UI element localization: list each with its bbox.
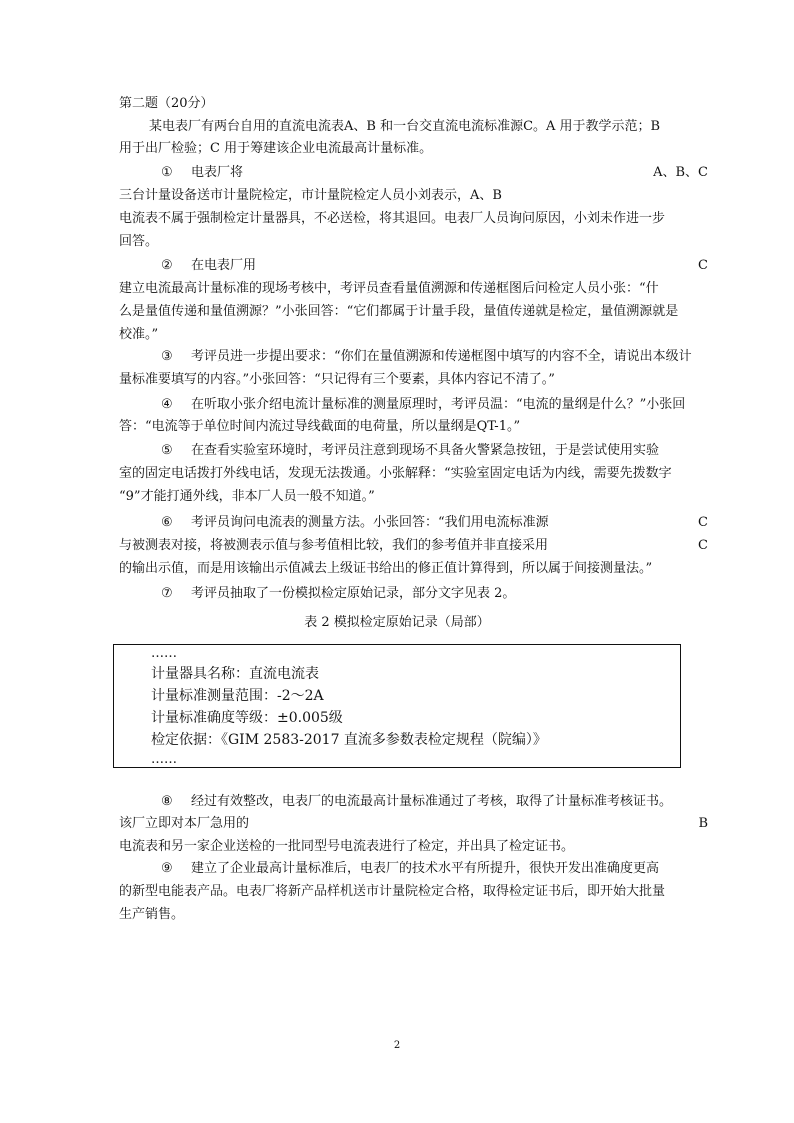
paragraph-5-text-1: 在查看实验室环境时，考评员注意到现场不具备火警紧急按钮，于是尝试使用实验 [191, 443, 660, 458]
record-ellipsis-bottom: …… [151, 752, 177, 767]
paragraph-9-line-1 [149, 859, 711, 879]
table-caption: 表 2 模拟检定原始记录（局部） [304, 615, 490, 630]
record-basis: 检定依据：《GIM 2583-2017 直流多参数表检定规程（院编）》 [151, 732, 547, 748]
paragraph-2-line-1 [149, 256, 711, 276]
intro-line-1: 某电表厂有两台自用的直流电流表A、B 和一台交直流电流标准源C。A 用于教学示范；B [149, 119, 661, 134]
paragraph-5-line-3: “9”才能打通外线，非本厂人员一般不知道。” [119, 489, 375, 504]
paragraph-5-line-1 [149, 441, 711, 461]
page-number: 2 [393, 1040, 401, 1051]
paragraph-3-marker: ③ [161, 349, 173, 364]
paragraph-2-line-2: 建立电流最高计量标准的现场考核中，考评员查看量值溯源和传递框图后问检定人员小张：“什 [119, 281, 659, 296]
intro-line-2: 用于出厂检验；C 用于筹建该企业电流最高计量标准。 [119, 141, 433, 156]
paragraph-8-line-1 [149, 792, 711, 812]
paragraph-7-line-1 [149, 584, 711, 604]
paragraph-9-text-1: 建立了企业最高计量标准后，电表厂的技术水平有所提升，很快开发出准确度更高 [191, 861, 660, 876]
paragraph-3-line-1 [149, 347, 711, 367]
paragraph-2-marker: ② [161, 258, 173, 273]
paragraph-8-line-2: 该厂立即对本厂急用的 [119, 816, 250, 831]
record-measure-range: 计量标准测量范围：-2～2A [151, 688, 324, 704]
paragraph-6-marker: ⑥ [161, 515, 173, 530]
paragraph-8-right-tag: B [698, 816, 708, 831]
paragraph-4-line-1 [149, 395, 711, 415]
paragraph-6-text-1: 考评员询问电流表的测量方法。小张回答：“我们用电流标准源 [191, 515, 549, 530]
paragraph-6-line-3: 的输出示值，而是用该输出示值减去上级证书给出的修正值计算得到，所以属于间接测量法。” [119, 561, 653, 576]
paragraph-9-marker: ⑨ [161, 861, 173, 876]
paragraph-2-text-1: 在电表厂用 [191, 258, 257, 273]
paragraph-2-line-3: 么是量值传递和量值溯源？”小张回答：“它们都属于计量手段，量值传递就是检定，量值溯源就是 [119, 304, 679, 319]
paragraph-6-line-1 [149, 513, 711, 533]
paragraph-9-line-2: 的新型电能表产品。电表厂将新产品样机送市计量院检定合格，取得检定证书后，即开始大批量 [119, 884, 666, 899]
record-box [113, 644, 681, 768]
paragraph-1-line-3: 电流表不属于强制检定计量器具，不必送检，将其退回。电表厂人员询问原因，小刘未作进一步 [119, 211, 666, 226]
question-title: 第二题（20分） [119, 96, 214, 111]
paragraph-3-line-2: 量标准要填写的内容。”小张回答：“只记得有三个要素，具体内容记不清了。” [119, 372, 555, 387]
paragraph-2-line-4: 校准。” [119, 327, 159, 342]
paragraph-1-right-tag: A、B、C [653, 165, 708, 180]
paragraph-7-marker: ⑦ [161, 586, 173, 601]
paragraph-4-marker: ④ [161, 397, 173, 412]
paragraph-1-line-4: 回答。 [119, 234, 159, 249]
record-ellipsis-top: …… [151, 646, 177, 661]
paragraph-8-line-3: 电流表和另一家企业送检的一批同型号电流表进行了检定，并出具了检定证书。 [119, 839, 575, 854]
paragraph-1-line-1 [149, 163, 711, 183]
paragraph-8-marker: ⑧ [161, 794, 173, 809]
paragraph-3-text-1: 考评员进一步提出要求：“你们在量值溯源和传递框图中填写的内容不全，请说出本级计 [191, 349, 692, 364]
paragraph-5-line-2: 室的固定电话拨打外线电话，发现无法拨通。小张解释：“实验室固定电话为内线，需要先拨数字 [119, 466, 672, 481]
paragraph-4-text-1: 在听取小张介绍电流计量标准的测量原理时，考评员温：“电流的量纲是什么？”小张回 [191, 397, 686, 412]
paragraph-9-line-3: 生产销售。 [119, 907, 185, 922]
paragraph-6-right-tag-2: C [698, 538, 708, 553]
paragraph-6-line-2: 与被测表对接，将被测表示值与参考值相比较，我们的参考值并非直接采用 [119, 538, 549, 553]
paragraph-7-text-1: 考评员抽取了一份模拟检定原始记录，部分文字见表 2。 [191, 586, 516, 601]
record-instrument-name: 计量器具名称：直流电流表 [151, 666, 319, 682]
paragraph-1-text-1: 电表厂将 [191, 165, 244, 180]
paragraph-1-marker: ① [161, 165, 173, 180]
paragraph-8-text-1: 经过有效整改，电表厂的电流最高计量标准通过了考核，取得了计量标准考核证书。 [191, 794, 673, 809]
paragraph-1-line-2: 三台计量设备送市计量院检定，市计量院检定人员小刘表示，A、B [119, 188, 502, 203]
paragraph-4-line-2: 答：“电流等于单位时间内流过导线截面的电荷量，所以量纲是QT-1。” [119, 419, 521, 434]
paragraph-6-right-tag-1: C [698, 515, 708, 530]
record-accuracy: 计量标准确度等级：±0.005级 [151, 710, 343, 726]
paragraph-2-right-tag: C [698, 258, 708, 273]
paragraph-5-marker: ⑤ [161, 443, 173, 458]
